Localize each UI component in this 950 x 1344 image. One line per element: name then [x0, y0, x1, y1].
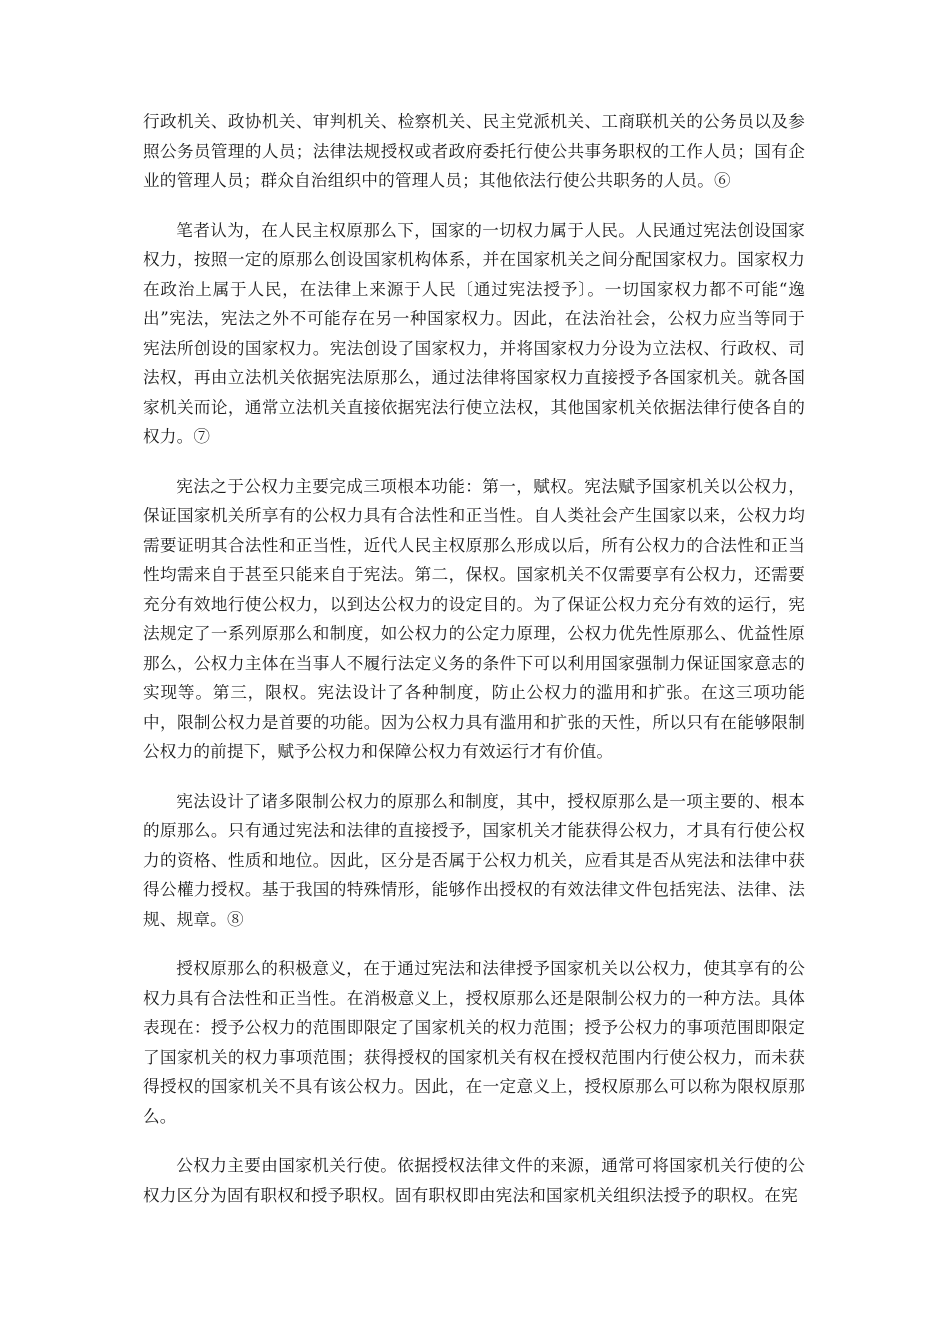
paragraph-1-continuation: 行政机关、政协机关、审判机关、检察机关、民主党派机关、工商联机关的公务员以及参照公务员管理的人员；法律法规授权或者政府委托行使公共事务职权的工作人员；国有企业的管理人员；群众自治组织中的管理人员；其他依法行使公共职务的人员。⑥ — [143, 112, 805, 190]
paragraph-4: 宪法设计了诸多限制公权力的原那么和制度，其中，授权原那么是一项主要的、根本的原那么。只有通过宪法和法律的直接授予，国家机关才能获得公权力，才具有行使公权力的资格、性质和地位。因此，区分是否属于公权力机关，应看其是否从宪法和法律中获得公權力授权。基于我国的特殊情形，能够作出授权的有效法律文件包括宪法、法律、法规、规章。⑧ — [143, 791, 805, 929]
document-body — [143, 107, 805, 1230]
paragraph-3: 宪法之于公权力主要完成三项根本功能：第一，赋权。宪法赋予国家机关以公权力，保证国家机关所享有的公权力具有合法性和正当性。自人类社会产生国家以来，公权力均需要证明其合法性和正当性，近代人民主权原那么形成以后，所有公权力的合法性和正当性均需来自于甚至只能来自于宪法。第二，保权。国家机关不仅需要享有公权力，还需要充分有效地行使公权力，以到达公权力的设定目的。为了保证公权力充分有效的运行，宪法规定了一系列原那么和制度，如公权力的公定力原理，公权力优先性原那么、优益性原那么，公权力主体在当事人不履行法定义务的条件下可以利用国家强制力保证国家意志的实现等。第三，限权。宪法设计了各种制度，防止公权力的滥用和扩张。在这三项功能中，限制公权力是首要的功能。因为公权力具有滥用和扩张的天性，所以只有在能够限制公权力的前提下，赋予公权力和保障公权力有效运行才有价值。 — [143, 476, 805, 761]
paragraph-5: 授权原那么的积极意义，在于通过宪法和法律授予国家机关以公权力，使其享有的公权力具有合法性和正当性。在消极意义上，授权原那么还是限制公权力的一种方法。具体表现在：授予公权力的范围即限定了国家机关的权力范围；授予公权力的事项范围即限定了国家机关的权力事项范围；获得授权的国家机关有权在授权范围内行使公权力，而未获得授权的国家机关不具有该公权力。因此，在一定意义上，授权原那么可以称为限权原那么。 — [143, 959, 805, 1126]
paragraph-6: 公权力主要由国家机关行使。依据授权法律文件的来源，通常可将国家机关行使的公权力区分为固有职权和授予职权。固有职权即由宪法和国家机关组织法授予的职权。在宪 — [143, 1156, 805, 1205]
paragraph-2: 笔者认为，在人民主权原那么下，国家的一切权力属于人民。人民通过宪法创设国家权力，按照一定的原那么创设国家机构体系，并在国家机关之间分配国家权力。国家权力在政治上属于人民，在法律上来源于人民〔通过宪法授予〕。一切国家权力都不可能“逸出”宪法，宪法之外不可能存在另一种国家权力。因此，在法治社会，公权力应当等同于宪法所创设的国家权力。宪法创设了国家权力，并将国家权力分设为立法权、行政权、司法权，再由立法机关依据宪法原那么，通过法律将国家权力直接授予各国家机关。就各国家机关而论，通常立法机关直接依据宪法行使立法权，其他国家机关依据法律行使各自的权力。⑦ — [143, 220, 805, 446]
